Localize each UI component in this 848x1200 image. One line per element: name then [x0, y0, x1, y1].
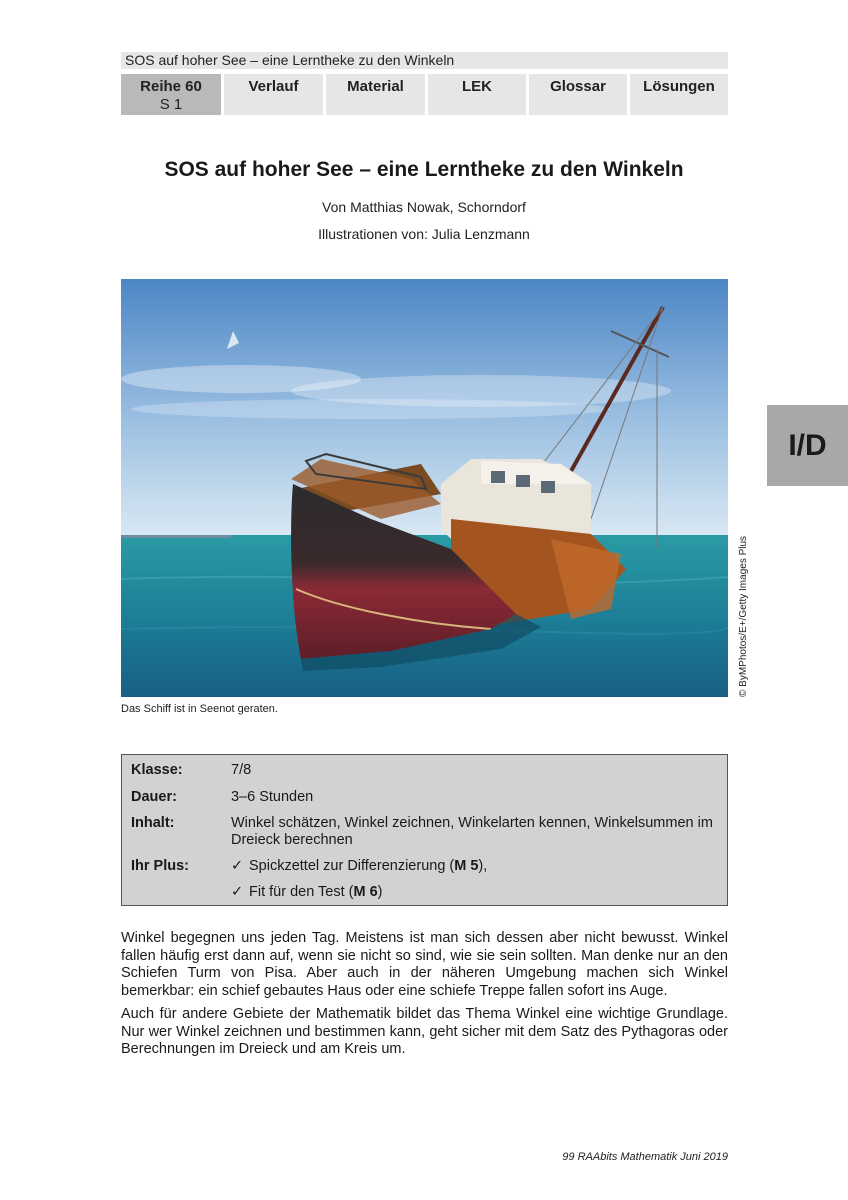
inhalt-value: Winkel schätzen, Winkel zeichnen, Winkelarten kennen, Winkelsummen im Dreieck berechnen: [231, 815, 713, 848]
tab-verlauf[interactable]: Verlauf: [224, 74, 323, 115]
tab-material[interactable]: Material: [326, 74, 425, 115]
page-title: SOS auf hoher See – eine Lerntheke zu den Winkeln: [164, 158, 684, 181]
shipwreck-photo: [121, 279, 728, 697]
tab-lek[interactable]: LEK: [428, 74, 526, 115]
tab-glossar[interactable]: Glossar: [529, 74, 627, 115]
dauer-value: 3–6 Stunden: [231, 789, 314, 805]
running-title: SOS auf hoher See – eine Lerntheke zu den Winkeln: [121, 52, 728, 69]
illustrator-line: Illustrationen von: Julia Lenzmann: [318, 226, 530, 242]
tab-reihe[interactable]: [121, 74, 221, 115]
photo-credit: © ByMPhotos/E+/Getty Images Plus: [738, 535, 749, 697]
klasse-value: 7/8: [231, 762, 252, 778]
plus-item: ✓ Spickzettel zur Differenzierung (M 5),: [231, 858, 488, 874]
tab-loesungen[interactable]: Lösungen: [630, 74, 728, 115]
tab-reihe-page: S 1: [159, 96, 183, 113]
intro-paragraph: Winkel begegnen uns jeden Tag. Meistens ist man sich dessen aber nicht bewusst. Winkel fallen häufig erst dann auf, wenn sie nicht so sind, wie sie sein sollten. Man denke nur an den Schiefen Turm von Pisa. Aber auch in der näheren Umgebung machen sich Winkel bemerkbar: ein schief gebautes Haus oder eine schiefe Treppe fallen sofort ins Auge.: [121, 930, 728, 999]
section-marker: I/D: [767, 405, 848, 486]
dauer-label: Dauer:: [131, 789, 177, 805]
info-box: [121, 754, 728, 906]
page-footer: 99 RAAbits Mathematik Juni 2019: [562, 1151, 728, 1163]
inhalt-label: Inhalt:: [131, 815, 175, 831]
section-nav: [121, 74, 728, 115]
plus-item: ✓ Fit für den Test (M 6): [231, 884, 383, 900]
tab-reihe-label: Reihe 60: [140, 78, 202, 95]
checkmark-icon: ✓: [231, 858, 244, 874]
photo-caption: Das Schiff ist in Seenot geraten.: [121, 703, 278, 715]
author-line: Von Matthias Nowak, Schorndorf: [322, 199, 526, 215]
checkmark-icon: ✓: [231, 884, 244, 900]
plus-label: Ihr Plus:: [131, 858, 190, 874]
klasse-label: Klasse:: [131, 762, 183, 778]
intro-paragraph-2: Auch für andere Gebiete der Mathematik bildet das Thema Winkel eine wichtige Grundlage. Nur wer Winkel zeichnen und bestimmen kann, geht sicher mit dem Satz des Pythagoras oder Berechnungen im Dreieck und am Kreis um.: [121, 1006, 728, 1057]
